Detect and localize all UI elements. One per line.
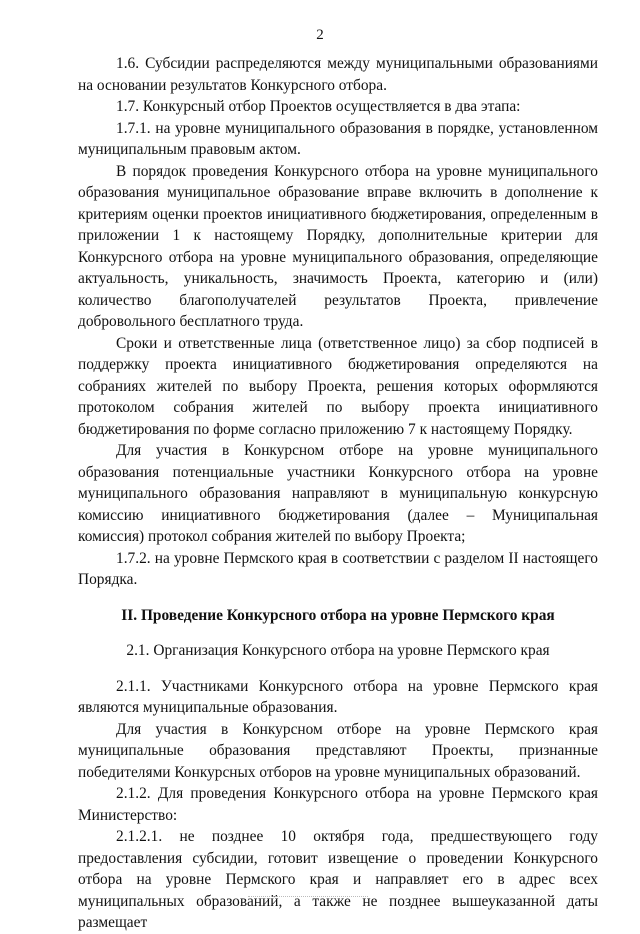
paragraph-1-6: 1.6. Субсидии распределяются между муниципальными образованиями на основании результатов Конкурсного отбора. bbox=[78, 55, 598, 94]
paragraph-1-7-2: 1.7.2. на уровне Пермского края в соответствии с разделом II настоящего Порядка. bbox=[78, 549, 598, 588]
bottom-divider bbox=[248, 896, 368, 898]
paragraph-2-1-2-1: 2.1.2.1. не позднее 10 октября года, предшествующего году предоставления субсидии, готовит извещение о проведении Конкурсного отбора на уровне Пермского края и направляет его в адрес всех муниципальных образований, а также не позднее вышеуказанной даты размещает bbox=[78, 828, 598, 931]
subsection-heading: 2.1. Организация Конкурсного отбора на уровне Пермского края bbox=[126, 642, 550, 659]
paragraph-criteria: В порядок проведения Конкурсного отбора на уровне муниципального образования муниципальное образование вправе включить в дополнение к критериям оценки проектов инициативного бюджетирования, определенным в приложении 1 к настоящему Порядку, дополнительные критерии для Конкурсного отбора на уровне муниципального образования, определяющие актуальность, уникальность, значимость Проекта, категорию и (или) количество благополучателей результатов Проекта, привлечение добровольного бесплатного труда. bbox=[78, 162, 598, 330]
page-number: 2 bbox=[316, 27, 324, 43]
document-body bbox=[78, 53, 598, 934]
paragraph-1-7-1: 1.7.1. на уровне муниципального образования в порядке, установленном муниципальным правовым актом. bbox=[78, 119, 598, 158]
paragraph-2-1-1: 2.1.1. Участниками Конкурсного отбора на уровне Пермского края являются муниципальные образования. bbox=[78, 677, 598, 716]
paragraph-participants: Для участия в Конкурсном отборе на уровне Пермского края муниципальные образования представляют Проекты, признанные победителями Конкурсных отборов на уровне муниципальных образований. bbox=[78, 720, 598, 781]
section-heading: II. Проведение Конкурсного отбора на уровне Пермского края bbox=[121, 606, 555, 624]
paragraph-2-1-2: 2.1.2. Для проведения Конкурсного отбора на уровне Пермского края Министерство: bbox=[78, 785, 598, 824]
paragraph-1-7: 1.7. Конкурсный отбор Проектов осуществляется в два этапа: bbox=[116, 98, 521, 115]
paragraph-signatures: Сроки и ответственные лица (ответственное лицо) за сбор подписей в поддержку проекта инициативного бюджетирования определяются на собраниях жителей по выбору Проекта, решения которых оформляются протоколом собрания жителей по выбору проекта инициативного бюджетирования по форме согласно приложению 7 к настоящему Порядку. bbox=[78, 334, 598, 438]
paragraph-participation: Для участия в Конкурсном отборе на уровне муниципального образования потенциальные участники Конкурсного отбора на уровне муниципального образования направляют в муниципальную конкурсную комиссию инициативного бюджетирования (далее – Муниципальная комиссия) протокол собрания жителей по выбору Проекта; bbox=[78, 442, 598, 545]
